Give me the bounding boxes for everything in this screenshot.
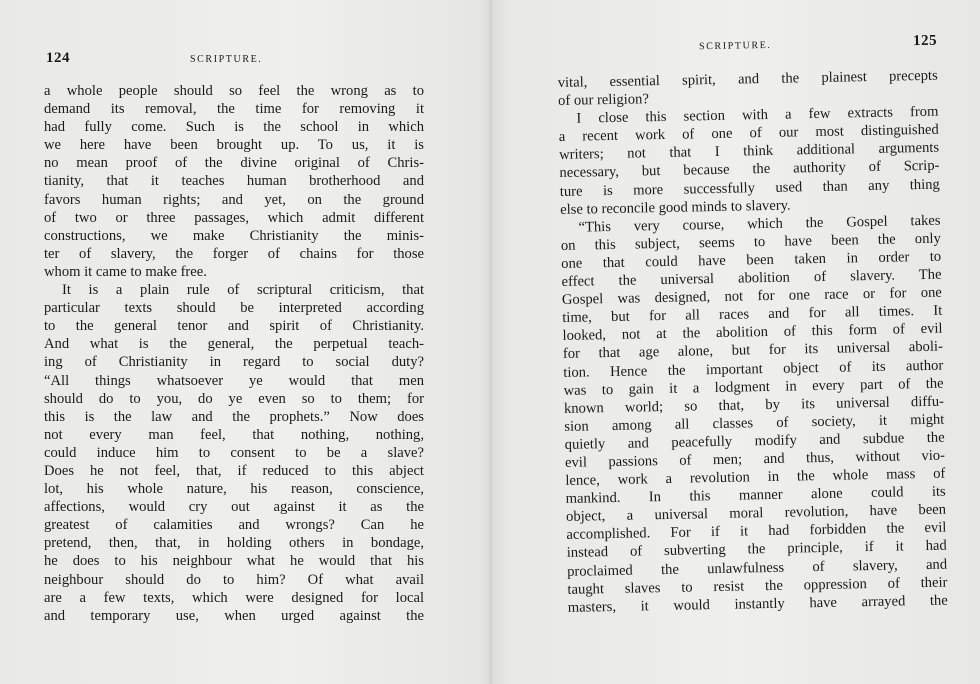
- text-line: one that could have been taken in order to: [561, 248, 942, 272]
- text-line: ter of slavery, the forger of chains for those: [44, 245, 424, 262]
- text-line: whom it came to make free.: [44, 263, 207, 280]
- text-line: pretend, then, that, in holding others in bondage,: [44, 535, 424, 552]
- text-line: object, a universal moral revolution, have been: [565, 501, 947, 526]
- text-line: we here have been brought up. To us, it is: [44, 137, 424, 154]
- text-line: he does to his neighbour what he would that his: [44, 553, 424, 570]
- left-page-body: [44, 82, 424, 625]
- text-line: accomplished. For if it had forbidden the evil: [566, 519, 947, 544]
- text-line: ing of Christianity in regard to social duty?: [44, 354, 424, 371]
- text-line: neighbour should do to him? Of what avail: [44, 571, 424, 588]
- right-page-header: [557, 33, 938, 70]
- text-line: should do to you, do ye even so to them; for: [44, 390, 424, 407]
- text-line: had fully come. Such is the school in which: [44, 119, 424, 136]
- text-line: affections, would cry out against it as the: [44, 499, 424, 516]
- text-line: lence, work a revolution in the whole mass of: [565, 465, 946, 489]
- text-line: evil passions of men; and thus, without vio-: [564, 447, 946, 471]
- text-line: of two or three passages, which admit different: [44, 209, 424, 226]
- text-line: masters, it would instantly have arrayed the: [567, 592, 948, 616]
- right-page-number: 125: [912, 32, 938, 50]
- text-line: this is the law and the prophets.” Now does: [44, 408, 424, 425]
- text-line: was to gain it a lodgment in every part of the: [563, 375, 944, 399]
- left-page-header: [44, 50, 424, 80]
- text-line: demand its removal, the time for removing it: [44, 101, 424, 118]
- right-page: [556, 0, 948, 617]
- text-line: taught slaves to resist the oppression of their: [567, 574, 948, 598]
- text-line: proclaimed the unlawfulness of slavery, and: [566, 556, 948, 580]
- text-line: known world; so that, by its universal diffu-: [563, 393, 945, 417]
- left-page: [44, 0, 424, 625]
- right-page-body: [558, 67, 948, 617]
- text-line: time, but for all races and for all times. It: [562, 302, 943, 327]
- text-line: lot, his whole nature, his reason, conscience,: [44, 481, 424, 498]
- text-line: vital, essential spirit, and the plainest precepts: [557, 67, 938, 91]
- text-line: instead of subverting the principle, if it had: [566, 538, 947, 562]
- text-line: looked, not at the abolition of this form of evil: [562, 320, 943, 345]
- text-line: quietly and peacefully modify and subdue the: [564, 429, 945, 453]
- text-line: “This very course, which the Gospel takes: [578, 212, 941, 236]
- text-line: effect the universal abolition of slavery. The: [561, 266, 942, 290]
- text-line: sion among all classes of society, it might: [564, 411, 945, 435]
- text-line: I close this section with a few extracts from: [576, 103, 939, 127]
- text-line: And what is the general, the perpetual teach-: [44, 336, 424, 353]
- text-line: are a few texts, which were designed for local: [44, 589, 424, 606]
- text-line: tianity, that it teaches human brotherhood and: [44, 173, 424, 190]
- text-line: a recent work of one of our most distinguished: [558, 121, 939, 146]
- text-line: “All things whatsoever ye would that men: [44, 372, 424, 389]
- text-line: greatest of calamities and wrongs? Can he: [44, 517, 424, 534]
- text-line: could induce him to consent to be a slave?: [44, 444, 424, 461]
- text-line: of our religion?: [557, 91, 650, 110]
- text-line: It is a plain rule of scriptural criticism, that: [62, 282, 424, 299]
- text-line: necessary, but because the authority of Scrip-: [559, 158, 940, 182]
- text-line: a whole people should so feel the wrong as to: [44, 83, 424, 99]
- text-line: else to reconcile good minds to slavery.: [560, 197, 791, 218]
- book-gutter: [488, 0, 494, 684]
- text-line: particular texts should be interpreted according: [44, 300, 424, 317]
- left-running-head: SCRIPTURE.: [190, 54, 263, 65]
- left-page-number: 124: [46, 50, 70, 66]
- text-line: constructions, we make Christianity the minis-: [44, 227, 424, 244]
- text-line: no mean proof of the divine original of Chris-: [44, 155, 424, 172]
- text-line: favors human rights; and yet, on the ground: [44, 191, 424, 208]
- text-line: Gospel was designed, not for one race or for one: [561, 284, 942, 309]
- text-line: tion. Hence the important object of its author: [563, 357, 944, 381]
- text-line: not every man feel, that nothing, nothing,: [44, 426, 424, 443]
- right-running-head: SCRIPTURE.: [698, 39, 772, 53]
- text-line: ture is more successfully used than any thing: [559, 176, 940, 200]
- text-line: and temporary use, when urged against the: [44, 607, 424, 624]
- text-line: Does he not feel, that, if reduced to this abject: [44, 462, 424, 479]
- text-line: to the general tenor and spirit of Christianity.: [44, 318, 424, 335]
- text-line: on this subject, seems to have been the only: [560, 230, 941, 254]
- text-line: for that age alone, but for its universal aboli-: [562, 339, 944, 363]
- text-line: mankind. In this manner alone could its: [565, 483, 946, 508]
- text-line: writers; not that I think additional arguments: [558, 140, 940, 164]
